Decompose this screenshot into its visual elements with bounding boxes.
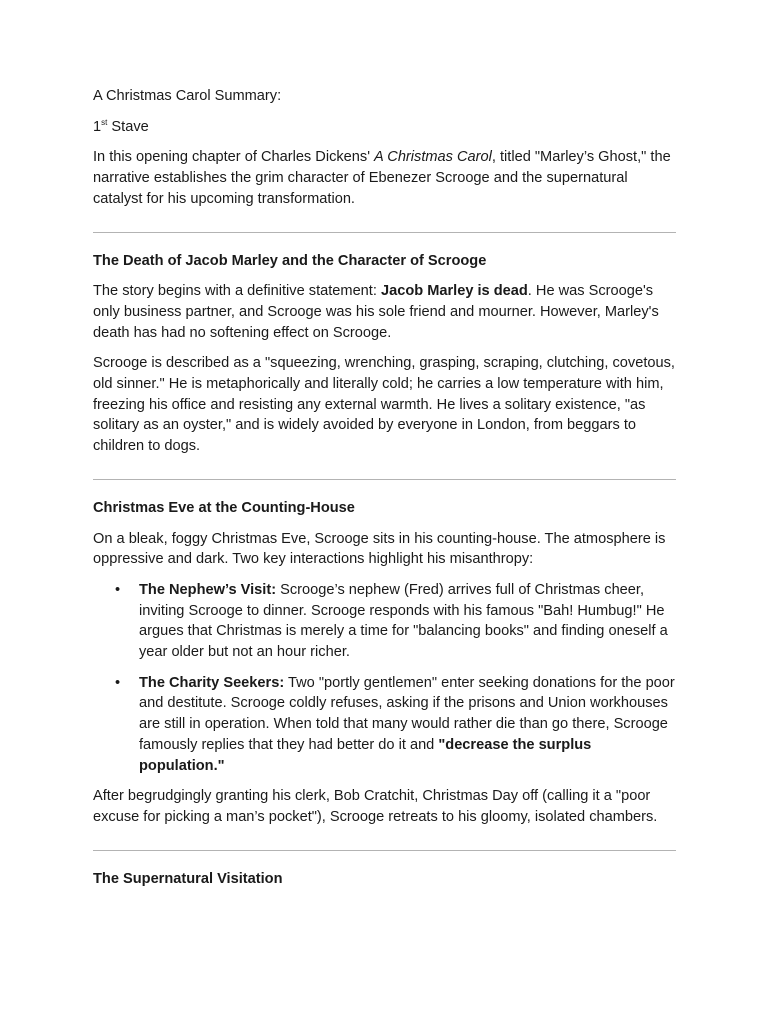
bullet-bold-label: The Charity Seekers: [139,674,285,691]
intro-paragraph [93,147,676,209]
list-item [93,580,676,663]
bullet-icon: • [115,674,121,691]
section-heading-supernatural: The Supernatural Visitation [93,870,283,887]
section-heading-counting-house: Christmas Eve at the Counting-House [93,499,355,516]
list-item [93,673,676,777]
marley-paragraph-2: Scrooge is described as a "squeezing, wrenching, grasping, scraping, clutching, covetous, old sinner." He is metaphorically and literally cold; he carries a low temperature with him, freezing his office and resisting any external warmth. He lives a solitary existence, "as solitary as an oyster," and is widely avoided by everyone in London, from beggars to children to dogs. [93,355,675,455]
document-page [93,86,676,899]
stave-suffix: st [101,117,108,127]
section-divider [93,232,676,233]
bullet-text: Two "portly gentlemen" enter seeking donations for the poor and destitute. Scrooge coldly refuses, asking if the prisons and Union workhouses are still in operation. When told that many would rather die than go there, Scrooge famously replies that they had better do it and [139,674,675,753]
intro-text-2: , titled "Marley’s Ghost," the narrative establishes the grim character of Ebenezer Scrooge and the supernatural catalyst for his upcoming transformation. [93,149,671,207]
bullet-text: Scrooge’s nephew (Fred) arrives full of Christmas cheer, inviting Scrooge to dinner. Scrooge responds with his famous "Bah! Humbug!" He argues that Christmas is merely a time for "balancing books" and finding oneself a year older but not an hour richer. [139,581,668,661]
stave-word: Stave [107,118,149,135]
marley-paragraph-1 [93,281,676,343]
marley-bold-text: Jacob Marley is dead [380,283,528,300]
interactions-list [93,580,676,776]
stave-number: 1 [93,118,102,135]
stave-label [93,117,676,138]
bullet-bold-label: The Nephew’s Visit: [139,581,277,598]
marley-text-1: The story begins with a definitive statement: [93,283,381,300]
section-heading-marley: The Death of Jacob Marley and the Character of Scrooge [93,252,487,269]
intro-text-1: In this opening chapter of Charles Dickens' [93,149,375,166]
section-divider [93,479,676,480]
book-title-italic: A Christmas Carol [374,149,492,166]
bullet-bold-quote: "decrease the surplus population." [139,736,592,774]
marley-text-2: . He was Scrooge's only business partner, and Scrooge was his sole friend and mourner. However, Marley's death has had no softening effect on Scrooge. [93,283,659,341]
section-divider [93,850,676,851]
document-title: A Christmas Carol Summary: [93,88,282,104]
counting-house-paragraph-2: After begrudgingly granting his clerk, Bob Cratchit, Christmas Day off (calling it a "poor excuse for picking a man’s pocket"), Scrooge retreats to his gloomy, isolated chambers. [93,788,658,825]
bullet-icon: • [115,581,121,598]
counting-house-paragraph-1: On a bleak, foggy Christmas Eve, Scrooge sits in his counting-house. The atmosphere is oppressive and dark. Two key interactions highlight his misanthropy: [93,530,666,568]
